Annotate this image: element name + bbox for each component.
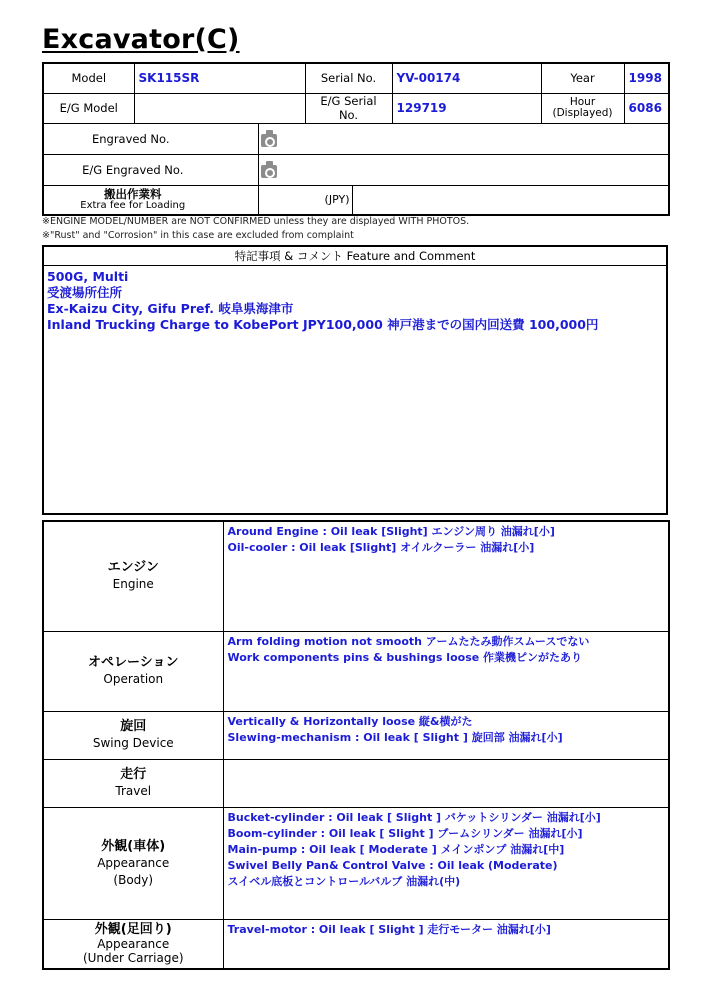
section-ja: 旋回 bbox=[120, 719, 147, 734]
section-appearance-undercarriage-comments bbox=[223, 919, 669, 969]
inspection-table bbox=[42, 520, 670, 970]
comment-line: Arm folding motion not smooth アームたたみ動作スムースでない bbox=[227, 634, 590, 648]
comment-line: スイベル底板とコントロールバルブ 油漏れ(中) bbox=[227, 874, 461, 888]
feature-line: 500G, Multi bbox=[47, 269, 129, 284]
feature-comment-box bbox=[42, 245, 668, 515]
comment-line: Vertically & Horizontally loose 縦&横がた bbox=[227, 714, 473, 728]
year-value: 1998 bbox=[624, 63, 669, 93]
eg-engraved-value bbox=[258, 154, 669, 185]
section-engine-comments bbox=[223, 521, 669, 631]
feature-body bbox=[44, 266, 666, 336]
section-en: Travel bbox=[115, 784, 152, 798]
section-en2: (Body) bbox=[113, 872, 154, 887]
extra-fee-value bbox=[352, 185, 669, 215]
comment-line: Main-pump : Oil leak [ Moderate ] メインポンプ 油漏れ[中] bbox=[227, 842, 565, 856]
table-row bbox=[43, 759, 669, 807]
section-en: Appearance bbox=[97, 855, 170, 870]
section-en: Appearance bbox=[97, 936, 170, 951]
extra-fee-label bbox=[43, 185, 258, 215]
comment-line: Slewing-mechanism : Oil leak [ Slight ] 旋回部 油漏れ[小] bbox=[227, 730, 563, 744]
engraved-value bbox=[258, 123, 669, 154]
section-ja: 走行 bbox=[120, 767, 147, 782]
section-operation-comments bbox=[223, 631, 669, 711]
eg-model-value bbox=[134, 93, 305, 123]
feature-line: Inland Trucking Charge to KobePort JPY100,000 神戸港までの国内回送費 100,000円 bbox=[47, 317, 599, 332]
serial-value: YV-00174 bbox=[392, 63, 541, 93]
section-swing-comments bbox=[223, 711, 669, 759]
comment-line: Around Engine : Oil leak [Slight] エンジン周り 油漏れ[小] bbox=[227, 525, 555, 538]
comment-line: Travel-motor : Oil leak [ Slight ] 走行モーター 油漏れ[小] bbox=[227, 922, 551, 936]
comment-line: Work components pins & bushings loose 作業機ピンがたあり bbox=[227, 650, 583, 664]
eg-model-label: E/G Model bbox=[43, 93, 134, 123]
year-label: Year bbox=[541, 63, 624, 93]
section-ja: 外観(足回り) bbox=[94, 921, 172, 937]
feature-line: 受渡場所住所 bbox=[47, 285, 123, 300]
comment-line: Bucket-cylinder : Oil leak [ Slight ] バケットシリンダー 油漏れ[小] bbox=[227, 810, 601, 824]
extra-fee-label-ja: 搬出作業料 bbox=[104, 186, 162, 201]
note-engine-confirm: ※ENGINE MODEL/NUMBER are NOT CONFIRMED unless they are displayed WITH PHOTOS. bbox=[42, 216, 470, 227]
section-appearance-body-label bbox=[43, 807, 223, 919]
feature-header: 特記事項 & コメント Feature and Comment bbox=[44, 247, 666, 266]
comment-line: Swivel Belly Pan& Control Valve : Oil leak (Moderate) bbox=[227, 858, 558, 872]
eg-serial-value: 129719 bbox=[392, 93, 541, 123]
extra-fee-label-en: Extra fee for Loading bbox=[80, 199, 186, 211]
section-en2: (Under Carriage) bbox=[82, 950, 184, 965]
model-value: SK115SR bbox=[134, 63, 305, 93]
hour-label bbox=[541, 93, 624, 123]
camera-icon[interactable] bbox=[259, 127, 279, 149]
section-en: Swing Device bbox=[92, 736, 174, 750]
camera-icon[interactable] bbox=[259, 158, 279, 180]
eg-serial-label: E/G Serial No. bbox=[305, 93, 392, 123]
page-title: Excavator(C) bbox=[42, 24, 240, 55]
section-appearance-undercarriage-label bbox=[43, 919, 223, 969]
extra-fee-unit: (JPY) bbox=[258, 185, 352, 215]
engraved-label: Engraved No. bbox=[43, 123, 258, 154]
hour-label-line2: (Displayed) bbox=[552, 107, 613, 119]
hour-value: 6086 bbox=[624, 93, 669, 123]
model-label: Model bbox=[43, 63, 134, 93]
note-rust-excluded: ※"Rust" and "Corrosion" in this case are excluded from complaint bbox=[42, 230, 354, 241]
section-ja: 外観(車体) bbox=[101, 838, 166, 854]
section-travel-label bbox=[43, 759, 223, 807]
feature-line: Ex-Kaizu City, Gifu Pref. 岐阜県海津市 bbox=[47, 301, 294, 316]
section-en: Engine bbox=[112, 577, 154, 592]
section-swing-label bbox=[43, 711, 223, 759]
table-row bbox=[43, 631, 669, 711]
hour-label-line1: Hour bbox=[569, 96, 596, 108]
serial-label: Serial No. bbox=[305, 63, 392, 93]
table-row bbox=[43, 807, 669, 919]
table-row bbox=[43, 919, 669, 969]
section-operation-label bbox=[43, 631, 223, 711]
table-row bbox=[43, 711, 669, 759]
section-en: Operation bbox=[103, 672, 164, 686]
table-row bbox=[43, 521, 669, 631]
machine-info-table bbox=[42, 62, 670, 216]
comment-line: Oil-cooler : Oil leak [Slight] オイルクーラー 油漏れ[小] bbox=[227, 541, 535, 554]
section-ja: エンジン bbox=[107, 560, 159, 576]
eg-engraved-label: E/G Engraved No. bbox=[43, 154, 258, 185]
section-appearance-body-comments bbox=[223, 807, 669, 919]
section-ja: オペレーション bbox=[88, 655, 179, 670]
section-travel-comments bbox=[223, 759, 669, 807]
section-engine-label bbox=[43, 521, 223, 631]
comment-line: Boom-cylinder : Oil leak [ Slight ] ブームシリンダー 油漏れ[小] bbox=[227, 826, 583, 840]
